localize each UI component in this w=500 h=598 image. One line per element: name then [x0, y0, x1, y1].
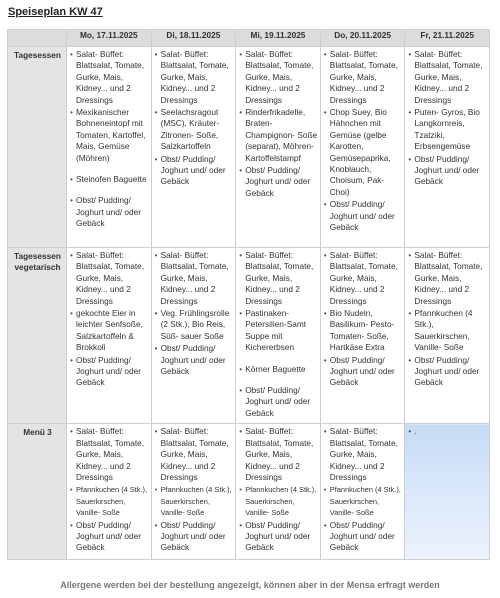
table-row — [8, 47, 490, 248]
dish-item: • Seelachsragout (MSC), Kräuter- Zitronen- Soße, Salzkartoffeln — [154, 107, 234, 153]
menu-cell — [320, 47, 405, 248]
menu-cell — [67, 248, 152, 424]
menu-cell — [320, 424, 405, 560]
menu-cell — [236, 424, 321, 560]
dish-item: • . — [407, 426, 487, 437]
row-label-menu-3: Menü 3 — [8, 424, 67, 560]
dish-item: • gekochte Eier in leichter Senfsoße, Salzkartoffeln & Brokkoli — [69, 308, 149, 354]
dish-item: • Obst/ Pudding/ Joghurt und/ oder Gebäck — [323, 199, 403, 233]
dish-item: • Obst/ Pudding/ Joghurt und/ oder Gebäck — [323, 355, 403, 389]
dish-item: • Obst/ Pudding/ Joghurt und/ oder Gebäck — [238, 520, 318, 554]
dish-item: • Obst/ Pudding/ Joghurt und/ oder Gebäck — [69, 520, 149, 554]
menu-cell — [151, 248, 236, 424]
dish-item: • Obst/ Pudding/ Joghurt und/ oder Gebäck — [69, 355, 149, 389]
dish-item: • Obst/ Pudding/ Joghurt und/ oder Gebäck — [154, 343, 234, 377]
row-label-tagesessen: Tagesessen — [8, 47, 67, 248]
allergen-note: Allergene werden bei der bestellung angezeigt, können aber in der Mensa erfragt werden — [60, 580, 440, 590]
table-row — [8, 248, 490, 424]
dish-item: • Salat- Büffet: Blattsalat, Tomate, Gurke, Mais, Kidney... und 2 Dressings — [154, 49, 234, 106]
menu-cell — [236, 47, 321, 248]
menu-cell-empty — [405, 424, 490, 560]
dish-item: • Salat- Büffet: Blattsalat, Tomate, Gurke, Mais, Kidney... und 2 Dressings — [323, 426, 403, 483]
day-header-mo: Mo, 17.11.2025 — [67, 30, 152, 47]
dish-item: • Pfannkuchen (4 Stk.), Sauerkirschen, Vanille- Soße — [407, 308, 487, 354]
menu-cell — [151, 47, 236, 248]
page-title: Speiseplan KW 47 — [8, 6, 103, 18]
dish-item: • Steinofen Baguette — [69, 174, 149, 185]
dish-item: • Veg. Frühlingsrolle (2 Stk.), Bio Reis, Süß- sauer Soße — [154, 308, 234, 342]
dish-item: • Salat- Büffet: Blattsalat, Tomate, Gurke, Mais, Kidney... und 2 Dressings — [407, 250, 487, 307]
dish-item: • Obst/ Pudding/ Joghurt und/ oder Gebäck — [407, 154, 487, 188]
dish-item: • Salat- Büffet: Blattsalat, Tomate, Gurke, Mais, Kidney... und 2 Dressings — [69, 49, 149, 106]
menu-cell — [405, 248, 490, 424]
dish-item: • Salat- Büffet: Blattsalat, Tomate, Gurke, Mais, Kidney... und 2 Dressings — [238, 250, 318, 307]
row-label-tagesessen-vegetarisch: Tagesessen vegetarisch — [8, 248, 67, 424]
menu-cell — [151, 424, 236, 560]
dish-item: • Salat- Büffet: Blattsalat, Tomate, Gurke, Mais, Kidney... und 2 Dressings — [238, 426, 318, 483]
dish-item: • Pfannkuchen (4 Stk.), Sauerkirschen, Vanille- Soße — [154, 484, 234, 518]
dish-item: • Mexikanischer Bohneneintopf mit Tomaten, Kartoffel, Mais, Gemüse (Möhren) — [69, 107, 149, 164]
dish-item: • Obst/ Pudding/ Joghurt und/ oder Gebäck — [238, 385, 318, 419]
dish-item: • Salat- Büffet: Blattsalat, Tomate, Gurke, Mais, Kidney... und 2 Dressings — [238, 49, 318, 106]
dish-item: • Rinderfrikadelle, Braten- Champignon- Soße (separat), Möhren- Kartoffelstampf — [238, 107, 318, 164]
table-row — [8, 424, 490, 560]
menu-cell — [405, 47, 490, 248]
dish-item: • Pastinaken- Petersilien-Samt Suppe mit Kichererbsen — [238, 308, 318, 354]
dish-item: • Bio Nudeln, Basilikum- Pesto- Tomaten- Soße, Hartkäse Extra — [323, 308, 403, 354]
menu-cell — [67, 424, 152, 560]
dish-item: • Pfannkuchen (4 Stk.), Sauerkirschen, Vanille- Soße — [323, 484, 403, 518]
dish-item: • Obst/ Pudding/ Joghurt und/ oder Gebäck — [154, 520, 234, 554]
dish-item: • Pfannkuchen (4 Stk.), Sauerkirschen, Vanille- Soße — [238, 484, 318, 518]
dish-item: • Salat- Büffet: Blattsalat, Tomate, Gurke, Mais, Kidney... und 2 Dressings — [323, 250, 403, 307]
dish-item: • Obst/ Pudding/ Joghurt und/ oder Gebäck — [407, 355, 487, 389]
day-header-fr: Fr, 21.11.2025 — [405, 30, 490, 47]
day-header-do: Do, 20.11.2025 — [320, 30, 405, 47]
dish-item: • Obst/ Pudding/ Joghurt und/ oder Gebäck — [238, 165, 318, 199]
dish-item: • Salat- Büffet: Blattsalat, Tomate, Gurke, Mais, Kidney... und 2 Dressings — [154, 426, 234, 483]
dish-item: • Salat- Büffet: Blattsalat, Tomate, Gurke, Mais, Kidney... und 2 Dressings — [407, 49, 487, 106]
dish-item: • Salat- Büffet: Blattsalat, Tomate, Gurke, Mais, Kidney... und 2 Dressings — [69, 250, 149, 307]
dish-item: • Salat- Büffet: Blattsalat, Tomate, Gurke, Mais, Kidney... und 2 Dressings — [154, 250, 234, 307]
menu-table — [7, 29, 490, 560]
dish-item: • Pfannkuchen (4 Stk.), Sauerkirschen, Vanille- Soße — [69, 484, 149, 518]
header-row — [8, 30, 490, 47]
dish-item: • Obst/ Pudding/ Joghurt und/ oder Gebäck — [323, 520, 403, 554]
dish-item: • Salat- Büffet: Blattsalat, Tomate, Gurke, Mais, Kidney... und 2 Dressings — [323, 49, 403, 106]
header-corner — [8, 30, 67, 47]
dish-item: • Puten- Gyros, Bio Langkornreis, Tzatziki, Erbsengemüse — [407, 107, 487, 153]
day-header-mi: Mi, 19.11.2025 — [236, 30, 321, 47]
dish-item: • Obst/ Pudding/ Joghurt und/ oder Gebäck — [69, 195, 149, 229]
menu-cell — [320, 248, 405, 424]
day-header-di: Di, 18.11.2025 — [151, 30, 236, 47]
dish-item: • Obst/ Pudding/ Joghurt und/ oder Gebäck — [154, 154, 234, 188]
menu-cell — [67, 47, 152, 248]
dish-item: • Körner Baguette — [238, 364, 318, 375]
dish-item: • Chop Suey, Bio Hähnchen mit Gemüse (gelbe Karotten, Gemüsepaprika, Knoblauch, Choisum, Pak-Choi) — [323, 107, 403, 198]
dish-item: • Salat- Büffet: Blattsalat, Tomate, Gurke, Mais, Kidney... und 2 Dressings — [69, 426, 149, 483]
menu-cell — [236, 248, 321, 424]
